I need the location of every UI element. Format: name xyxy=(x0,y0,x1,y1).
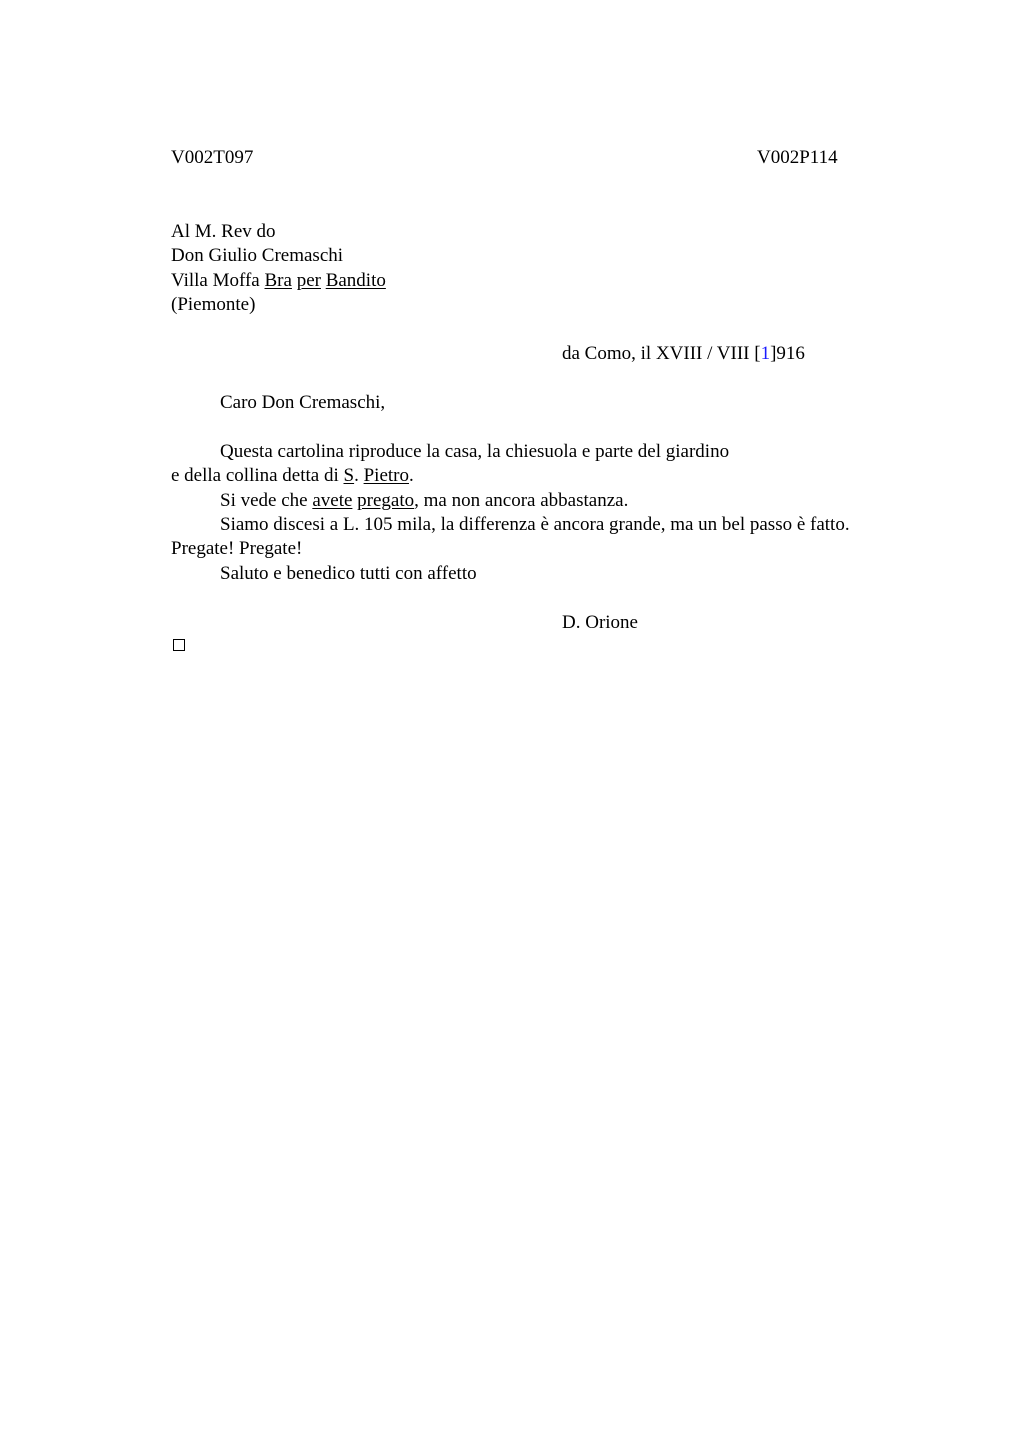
date-bracket-digit: 1 xyxy=(760,343,771,364)
address-line-3-prefix: Villa Moffa xyxy=(171,270,265,291)
address-bra: Bra xyxy=(264,270,292,291)
signature: D. Orione xyxy=(562,612,638,633)
empty-square-icon xyxy=(173,639,185,651)
document-code-right: V002P114 xyxy=(757,147,838,168)
body-paragraph-1-line-1: Questa cartolina riproduce la casa, la chiesuola e parte del giardino xyxy=(220,441,730,462)
p2-suffix: , ma non ancora abbastanza. xyxy=(414,490,629,511)
address-line-2: Don Giulio Cremaschi xyxy=(171,245,344,266)
body-paragraph-2 xyxy=(220,489,628,513)
p2-pregato: pregato xyxy=(357,490,415,511)
p1-dot: . xyxy=(354,465,364,486)
document-code-left: V002T097 xyxy=(171,147,254,168)
date-suffix: ]916 xyxy=(770,343,805,364)
salutation: Caro Don Cremaschi, xyxy=(220,392,386,413)
body-paragraph-3-line-2: Pregate! Pregate! xyxy=(171,538,303,559)
date-prefix: da Como, il XVIII / VIII [ xyxy=(562,343,761,364)
address-line-3 xyxy=(171,269,386,293)
address-line-1: Al M. Rev do xyxy=(171,221,276,242)
p1-end: . xyxy=(408,465,414,486)
p2-prefix: Si vede che xyxy=(220,490,313,511)
p1-saint-abbrev: S xyxy=(343,465,355,486)
p1-pietro: Pietro xyxy=(363,465,409,486)
p1-line2-prefix: e della collina detta di xyxy=(171,465,344,486)
p2-avete: avete xyxy=(312,490,353,511)
letter-date xyxy=(562,342,805,366)
address-line-4: (Piemonte) xyxy=(171,294,256,315)
body-paragraph-4: Saluto e benedico tutti con affetto xyxy=(220,563,477,584)
body-paragraph-3-line-1: Siamo discesi a L. 105 mila, la differenza è ancora grande, ma un bel passo è fatto. xyxy=(220,514,850,535)
address-per: per xyxy=(296,270,321,291)
body-paragraph-1-line-2 xyxy=(171,464,414,488)
address-bandito: Bandito xyxy=(325,270,386,291)
